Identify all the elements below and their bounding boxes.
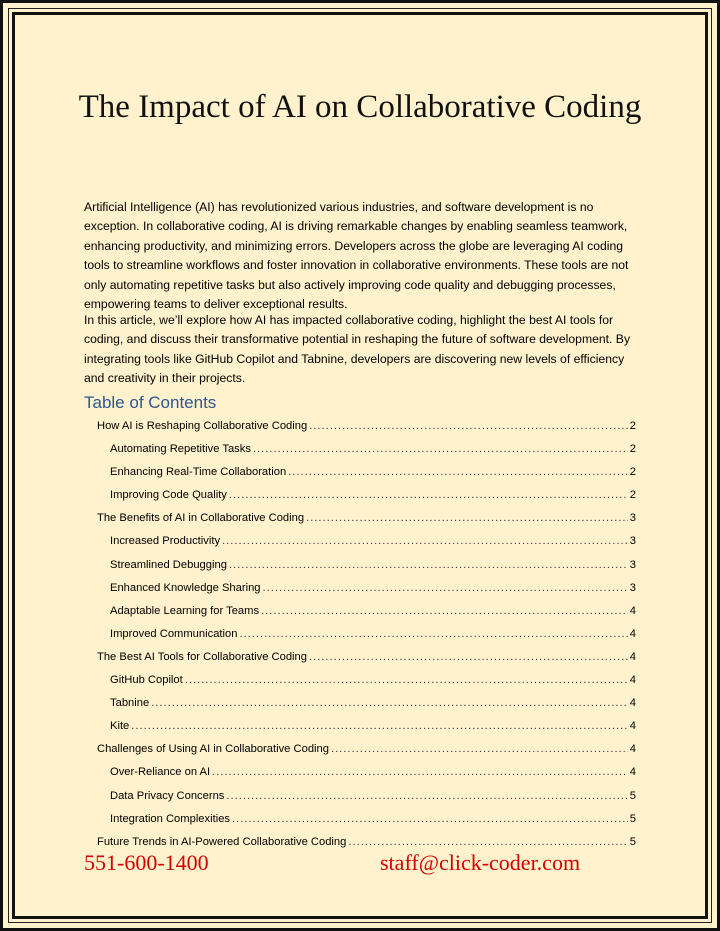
toc-entry-page: 2 <box>629 443 636 456</box>
toc-dot-leader <box>348 832 627 852</box>
toc-entry-page: 4 <box>629 627 636 640</box>
toc-entry-label: Challenges of Using AI in Collaborative Coding <box>97 743 329 756</box>
toc-dot-leader <box>306 508 628 528</box>
toc-dot-leader <box>131 716 627 736</box>
toc-entry-label: Enhancing Real-Time Collaboration <box>110 466 287 479</box>
toc-entry[interactable] <box>97 578 636 601</box>
toc-entry-label: Improved Communication <box>110 627 238 640</box>
footer-email[interactable]: staff@click-coder.com <box>380 850 581 875</box>
toc-entry-page: 4 <box>629 697 636 710</box>
toc-dot-leader <box>226 786 627 806</box>
toc-entry[interactable] <box>97 624 636 647</box>
toc-entry-label: Tabnine <box>110 697 150 710</box>
toc-dot-leader <box>239 624 627 644</box>
toc-entry[interactable] <box>97 762 636 785</box>
toc-entry[interactable] <box>97 555 636 578</box>
toc-entry[interactable] <box>97 601 636 624</box>
toc-entry[interactable] <box>97 670 636 693</box>
toc-dot-leader <box>232 809 628 829</box>
overview-paragraph: In this article, we’ll explore how AI has impacted collaborative coding, highlight the best AI tools for coding, and discuss their transformative potential in reshaping the future of software development. By integrating tools like GitHub Copilot and Tabnine, developers are discovering new levels of efficiency and creativity in their projects. <box>84 313 631 386</box>
toc-dot-leader <box>288 462 628 482</box>
toc-entry[interactable] <box>97 485 636 508</box>
toc-entry-page: 4 <box>629 650 636 663</box>
toc-entry[interactable] <box>97 439 636 462</box>
toc-heading: Table of Contents <box>84 393 217 412</box>
toc-entry-label: Integration Complexities <box>110 812 231 825</box>
footer-phone[interactable]: 551-600-1400 <box>84 850 209 875</box>
toc-dot-leader <box>263 578 628 598</box>
toc-entry[interactable] <box>97 462 636 485</box>
toc-dot-leader <box>222 531 628 551</box>
toc-entry-page: 5 <box>629 789 636 802</box>
toc-entry-page: 3 <box>629 558 636 571</box>
toc-entry-label: The Best AI Tools for Collaborative Coding <box>97 650 307 663</box>
toc-entry-page: 4 <box>629 720 636 733</box>
toc-entry[interactable] <box>97 786 636 809</box>
toc-entry-page: 4 <box>629 604 636 617</box>
toc-dot-leader <box>261 601 628 621</box>
toc-entry[interactable] <box>97 647 636 670</box>
toc-dot-leader <box>309 647 628 667</box>
intro-paragraph: Artificial Intelligence (AI) has revolutionized various industries, and software development is no exception. In collaborative coding, AI is driving remarkable changes by enabling seamless teamwork, enhancing productivity, and minimizing errors. Developers across the globe are leveraging AI coding tools to streamline workflows and foster innovation in collaborative environments. These tools are not only automating repetitive tasks but also actively improving code quality and debugging processes, empowering teams to deliver exceptional results. <box>84 200 629 312</box>
toc-entry-page: 4 <box>629 766 636 779</box>
toc-entry-label: Kite <box>110 720 130 733</box>
toc-entry[interactable] <box>97 716 636 739</box>
toc-entry-label: Adaptable Learning for Teams <box>110 604 260 617</box>
toc-entry-label: GitHub Copilot <box>110 674 183 687</box>
toc-entry-page: 3 <box>629 581 636 594</box>
toc-entry-page: 2 <box>629 420 636 432</box>
toc-entry-label: Automating Repetitive Tasks <box>110 443 251 456</box>
toc-entry-page: 3 <box>629 535 636 548</box>
document-title: The Impact of AI on Collaborative Coding <box>78 89 642 125</box>
toc-dot-leader <box>185 670 628 690</box>
toc-entry[interactable] <box>97 531 636 554</box>
toc-entry-page: 4 <box>629 743 636 756</box>
toc-entry-label: Future Trends in AI-Powered Collaborative Coding <box>97 835 347 848</box>
toc-entry[interactable] <box>97 809 636 832</box>
toc-dot-leader <box>151 693 628 713</box>
toc-entry-label: Improving Code Quality <box>110 489 227 502</box>
toc-entry[interactable] <box>97 508 636 531</box>
toc-dot-leader <box>212 762 628 782</box>
toc-entry-label: Streamlined Debugging <box>110 558 227 571</box>
toc-entry-label: How AI is Reshaping Collaborative Coding <box>97 420 308 432</box>
toc-entry[interactable] <box>97 739 636 762</box>
toc-dot-leader <box>229 485 628 505</box>
toc-entry[interactable] <box>97 693 636 716</box>
toc-dot-leader <box>253 439 628 459</box>
toc-entry-label: Over-Reliance on AI <box>110 766 211 779</box>
toc-entry-page: 5 <box>629 835 636 848</box>
toc-entry-page: 2 <box>629 489 636 502</box>
toc-dot-leader <box>309 416 628 436</box>
toc-entry-page: 4 <box>629 674 636 687</box>
toc-entry-page: 2 <box>629 466 636 479</box>
toc-entry[interactable] <box>97 416 636 439</box>
table-of-contents <box>97 416 636 855</box>
toc-entry-page: 5 <box>629 812 636 825</box>
toc-dot-leader <box>331 739 628 759</box>
toc-entry-label: Enhanced Knowledge Sharing <box>110 581 261 594</box>
toc-entry-page: 3 <box>629 512 636 525</box>
toc-entry-label: The Benefits of AI in Collaborative Coding <box>97 512 305 525</box>
toc-entry-label: Data Privacy Concerns <box>110 789 225 802</box>
toc-dot-leader <box>229 555 628 575</box>
toc-entry-label: Increased Productivity <box>110 535 221 548</box>
